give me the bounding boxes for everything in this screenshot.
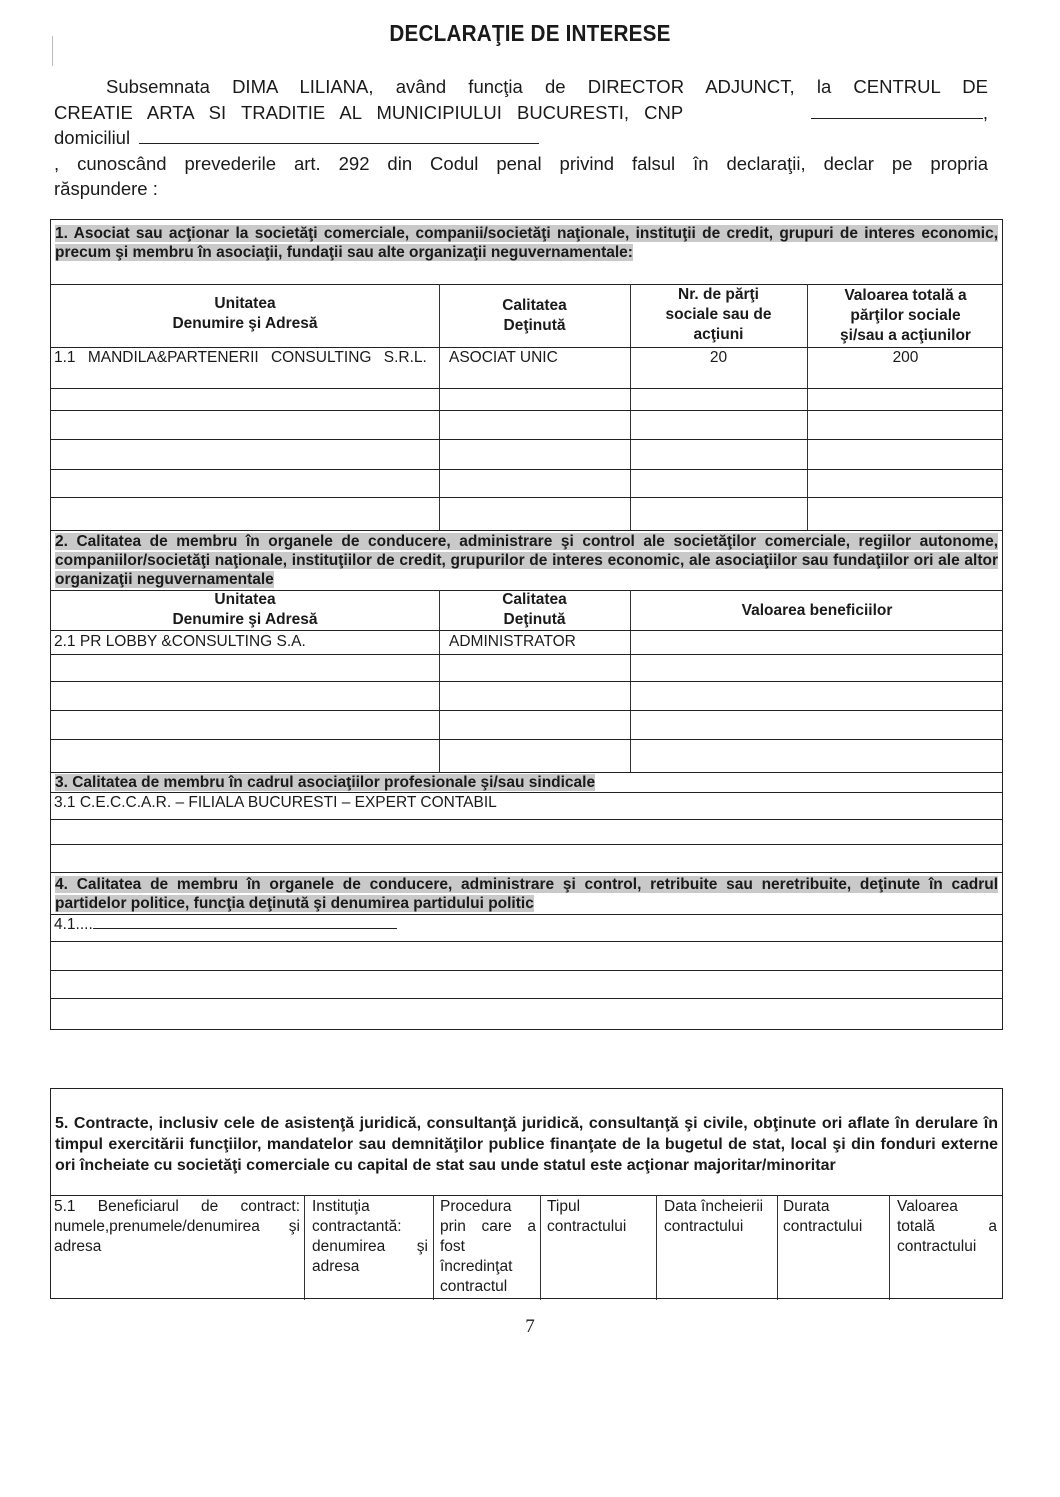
s2-row1-unitate: 2.1 PR LOBBY &CONSULTING S.A.: [54, 633, 306, 650]
intro-line-4: , cunoscând prevederile art. 292 din Codul penal privind falsul în declaraţii, declar pe propria: [54, 152, 988, 174]
s2-col-calitate: Calitatea Deţinută: [502, 591, 567, 628]
s2-col-unitate: Unitatea Denumire şi Adresă: [172, 591, 318, 628]
domiciliu-label: domiciliul: [54, 127, 131, 148]
document-title: DECLARAŢIE DE INTERESE: [389, 20, 671, 46]
s4-row1-field[interactable]: [93, 914, 397, 929]
s1-row1-valoare: 200: [892, 349, 919, 366]
section4-heading: 4. Calitatea de membru în organele de conducere, administrare şi control, retribuite sau neretribuite, deţinute în cadrul partidelor politice, funcţia deţinută şi denumirea partidului politic: [55, 876, 998, 912]
contracts-table: [50, 1088, 1003, 1299]
interests-table: [50, 219, 1003, 1030]
s1-col-nr-parti: Nr. de părţi sociale sau de acţiuni: [665, 286, 772, 343]
s5-col-beneficiar: 5.1 Beneficiarul de contract: numele,prenumele/denumirea şi adresa: [54, 1198, 300, 1255]
intro-line-2-text: CREATIE ARTA SI TRADITIE AL MUNICIPIULUI BUCURESTI, CNP: [54, 101, 684, 123]
page-number: 7: [525, 1316, 535, 1337]
s5-col-durata: Durata contractului: [783, 1198, 863, 1235]
s2-row1-calitate: ADMINISTRATOR: [449, 633, 576, 650]
s5-col-data: Data încheierii contractului: [664, 1198, 764, 1235]
s1-row1-unitate: 1.1 MANDILA&PARTENERII CONSULTING S.R.L.: [54, 349, 427, 366]
s2-col-valoare: Valoarea beneficiilor: [741, 602, 893, 619]
s5-col-institutia: Instituţia contractantă: denumirea şi adresa: [312, 1198, 428, 1275]
s5-col-valoarea: Valoarea totală a contractului: [897, 1198, 997, 1255]
s1-row1-nr-parti: 20: [709, 349, 728, 366]
s1-col-calitate: Calitatea Deţinută: [502, 297, 567, 334]
intro-line-3: [54, 125, 988, 151]
s1-col-valoare: Valoarea totală a părţilor sociale şi/sau a acţiunilor: [840, 287, 971, 344]
intro-line-5: răspundere :: [54, 178, 158, 199]
domiciliu-field[interactable]: [139, 127, 539, 144]
intro-line-2: [54, 100, 988, 126]
comma: ,: [982, 101, 988, 123]
section5-heading: 5. Contracte, inclusiv cele de asistenţă juridică, consultanţă juridică, consultanţă şi civile, obţinute ori aflate în derulare în timpul exercitării funcţiilor, mandatelor sau demnităţilor publice finanţate de la bugetul de stat, local şi din fonduri externe ori încheiate cu societăţi comerciale cu capital de stat sau unde statul este acţionar majoritar/minoritar: [55, 1115, 998, 1174]
section2-heading: 2. Calitatea de membru în organele de conducere, administrare şi control ale societăţilor comerciale, regiilor autonome, companiilor/societăţi naţionale, instituţiilor de credit, grupurilor de interes economic, ale asociaţiilor sau fundaţiilor ori ale altor organizaţii neguvernamentale: [55, 533, 998, 588]
intro-line-1: Subsemnata DIMA LILIANA, având funcţia de DIRECTOR ADJUNCT, la CENTRUL DE: [106, 76, 988, 97]
declaration-intro: [54, 74, 988, 202]
s1-row1-calitate: ASOCIAT UNIC: [449, 349, 558, 366]
section3-heading: 3. Calitatea de membru în cadrul asociaţiilor profesionale şi/sau sindicale: [55, 774, 596, 791]
s1-col-unitate: Unitatea Denumire şi Adresă: [172, 295, 318, 332]
s3-row1: 3.1 C.E.C.C.A.R. – FILIALA BUCURESTI – EXPERT CONTABIL: [54, 794, 497, 811]
s4-row1: 4.1....: [54, 914, 397, 935]
cnp-field[interactable]: [811, 102, 983, 119]
section1-heading: 1. Asociat sau acţionar la societăţi comerciale, companii/societăţi naţionale, instituţii de credit, grupuri de interes economic, precum şi membru în asociaţii, fundaţii sau alte organizaţii neguvernamentale:: [55, 225, 998, 261]
s5-col-tipul: Tipul contractului: [547, 1198, 627, 1235]
s5-col-procedura: Procedura prin care a fost încredinţat contractul: [440, 1198, 536, 1295]
